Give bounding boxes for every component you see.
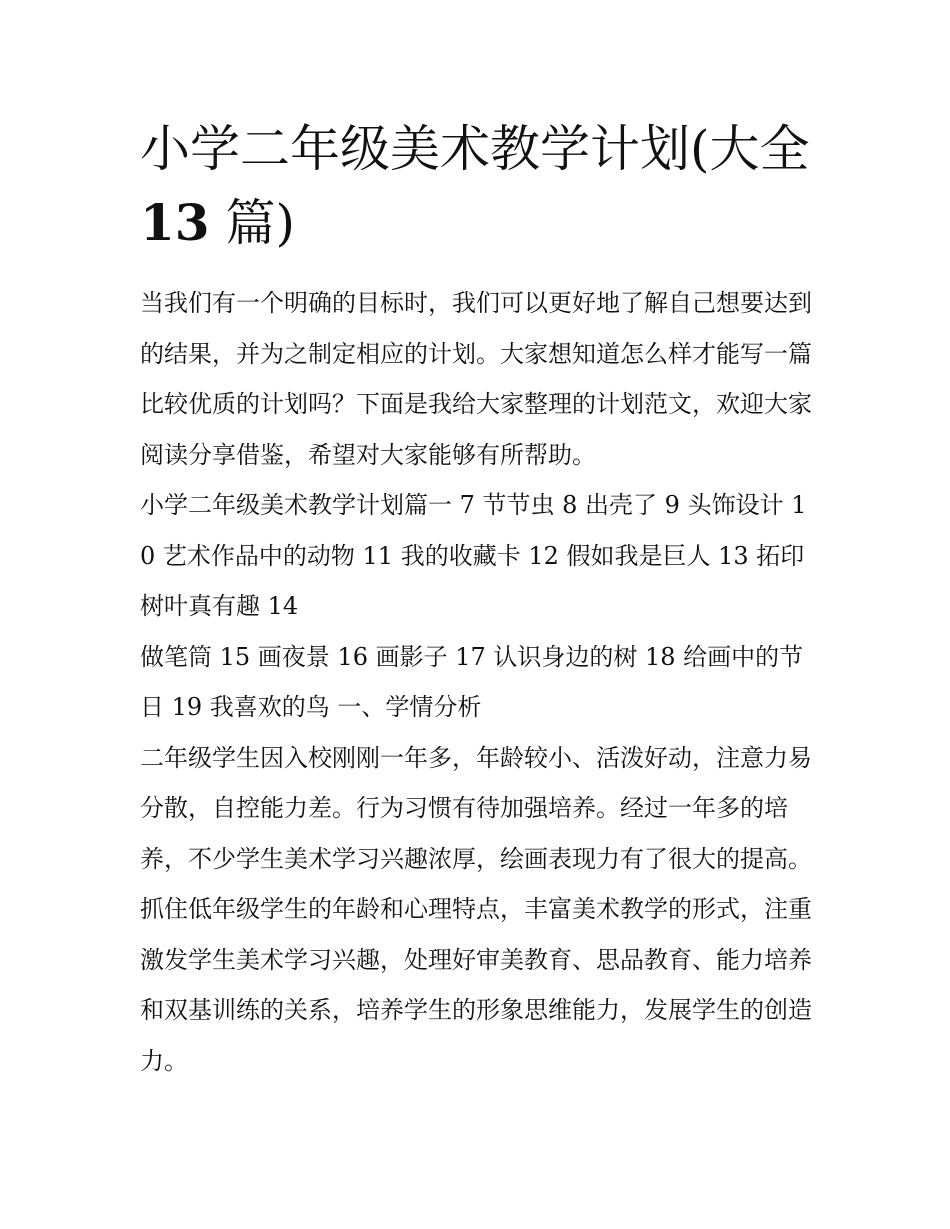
title-number: 13 (140, 193, 210, 252)
title-line-2: 篇) (225, 194, 296, 252)
lesson-list-paragraph-1: 小学二年级美术教学计划篇一 7 节节虫 8 出壳了 9 头饰设计 10 艺术作品中的动物 11 我的收藏卡 12 假如我是巨人 13 拓印树叶真有趣 14 (140, 491, 807, 620)
analysis-paragraph: 二年级学生因入校刚刚一年多，年龄较小、活泼好动，注意力易分散，自控能力差。行为习惯有待加强培养。经过一年多的培养，不少学生美术学习兴趣浓厚，绘画表现力有了很大的提高。抓住低年级学生的年龄和心理特点，丰富美术教学的形式，注重激发学生美术学习兴趣，处理好审美教育、思品教育、能力培养和双基训练的关系，培养学生的形象思维能力，发展学生的创造力。 (140, 743, 812, 1075)
title-line-1: 小学二年级美术教学计划(大全 (140, 120, 810, 178)
intro-paragraph: 当我们有一个明确的目标时，我们可以更好地了解自己想要达到的结果，并为之制定相应的计划。大家想知道怎么样才能写一篇比较优质的计划吗？下面是我给大家整理的计划范文，欢迎大家阅读分享借鉴，希望对大家能够有所帮助。 (140, 289, 812, 469)
document-title (140, 112, 815, 260)
document-body (140, 112, 815, 1086)
lesson-list-paragraph-2: 做笔筒 15 画夜景 16 画影子 17 认识身边的树 18 给画中的节日 19 我喜欢的鸟 一、学情分析 (140, 642, 804, 721)
